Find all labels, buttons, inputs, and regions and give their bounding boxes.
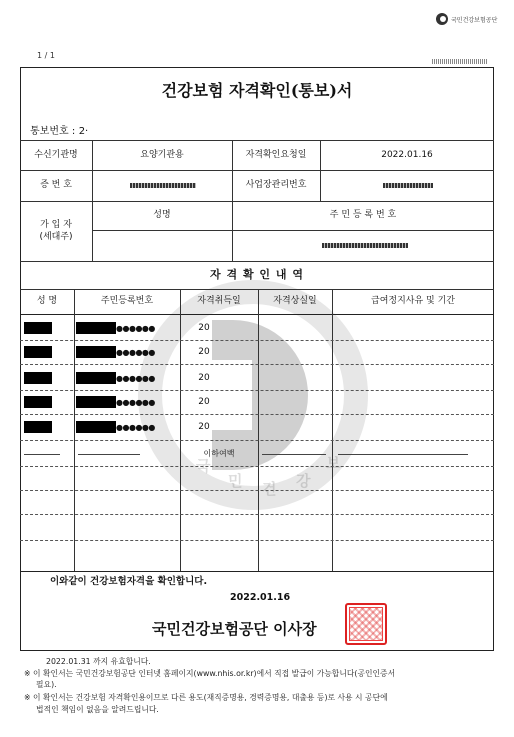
blank-dash [262,454,326,455]
row-divider [20,364,494,365]
details-section-title: 자 격 확 인 내 역 [210,267,304,281]
watermark-char: 민 [228,472,243,490]
nhis-logo-icon [436,13,448,25]
issuer-name: 국민건강보험공단 이사장 [152,620,317,638]
subscriber-rrn-redacted [322,243,408,248]
rule [180,289,181,571]
confirmation-statement: 이와같이 건강보험자격을 확인합니다. [50,576,208,587]
blank-dash [78,454,140,455]
logo-text: 국민건강보험공단 [451,16,498,24]
note-online-issuance: ※ 이 확인서는 국민건강보험공단 인터넷 홈페이지(www.nhis.or.kr)에서 직접 발급이 가능합니다(공인인증서 [24,669,396,678]
request-date-value: 2022.01.16 [381,149,433,160]
column-header: 주민등록번호 [100,296,154,307]
validity-note: 2022.01.31 까지 유효합니다. [46,657,151,666]
rrn-mask: ●●●●●● [116,348,155,357]
redacted-rrn [76,346,116,358]
workplace-no-redacted [383,183,433,188]
cert-no-label: 증 번 호 [40,180,72,191]
row-divider [20,490,494,491]
official-seal-stamp [345,603,387,645]
redacted-rrn [76,372,116,384]
column-header: 성 명 [36,296,58,307]
row-divider [20,466,494,467]
redacted-name [24,396,52,408]
rule [20,314,494,315]
subscriber-name-label: 성명 [153,210,171,221]
subscriber-rrn-label: 주 민 등 록 번 호 [329,210,397,221]
rrn-mask: ●●●●●● [116,423,155,432]
blank-marker: 이하여백 [203,448,235,458]
document-title: 건강보험 자격확인(통보)서 [161,81,353,100]
recipient-value: 요양기관용 [140,149,184,160]
notice-number-value: 2· [78,126,89,137]
row-divider [20,440,494,441]
rule [258,289,259,571]
column-header: 자격취득일 [197,296,241,307]
watermark-char: 강 [296,472,311,490]
note-online-issuance-cont: 필요). [36,680,57,689]
redacted-name [24,421,52,433]
acquired-date: 20 [198,396,210,407]
note-usage-restriction: ※ 이 확인서는 건강보험 자격확인용이므로 다른 용도(재직증명용, 경력증명용, 대출용 등)로 사용 시 공단에 [24,693,388,702]
redacted-rrn [76,421,116,433]
row-divider [20,340,494,341]
watermark-char: 국 [196,457,211,475]
row-divider [20,414,494,415]
column-header: 자격상실일 [273,296,317,307]
watermark-char: 보 [326,454,341,472]
watermark-char: 건 [262,480,277,498]
issue-date: 2022.01.16 [230,592,291,603]
row-divider [20,540,494,541]
rule [74,289,75,571]
rrn-mask: ●●●●●● [116,324,155,333]
page-indicator: 1 / 1 [37,51,55,60]
redacted-name [24,372,52,384]
rule [20,571,494,572]
rule [92,230,494,231]
blank-dash [24,454,60,455]
redacted-name [24,322,52,334]
rrn-mask: ●●●●●● [116,398,155,407]
recipient-label: 수신기관명 [34,149,78,160]
notice-number-label: 통보번호 : [30,126,76,137]
acquired-date: 20 [198,421,210,432]
notice-number [30,122,88,137]
rrn-mask: ●●●●●● [116,374,155,383]
rule [332,289,333,571]
document-barcode [432,59,488,64]
redacted-rrn [76,396,116,408]
nhis-logo [436,12,497,26]
acquired-date: 20 [198,346,210,357]
note-usage-restriction-cont: 법적인 책임이 없음을 알려드립니다. [36,705,159,714]
column-header: 급여정지사유 및 기간 [371,296,455,307]
request-date-label: 자격확인요청일 [245,149,307,160]
row-divider [20,390,494,391]
subscriber-label: 가 입 자 (세대주) [39,219,73,242]
row-divider [20,514,494,515]
redacted-name [24,346,52,358]
workplace-no-label: 사업장관리번호 [245,180,307,191]
seal-pattern [349,607,383,641]
blank-dash [338,454,468,455]
acquired-date: 20 [198,322,210,333]
acquired-date: 20 [198,372,210,383]
redacted-rrn [76,322,116,334]
cert-no-redacted [130,183,196,188]
